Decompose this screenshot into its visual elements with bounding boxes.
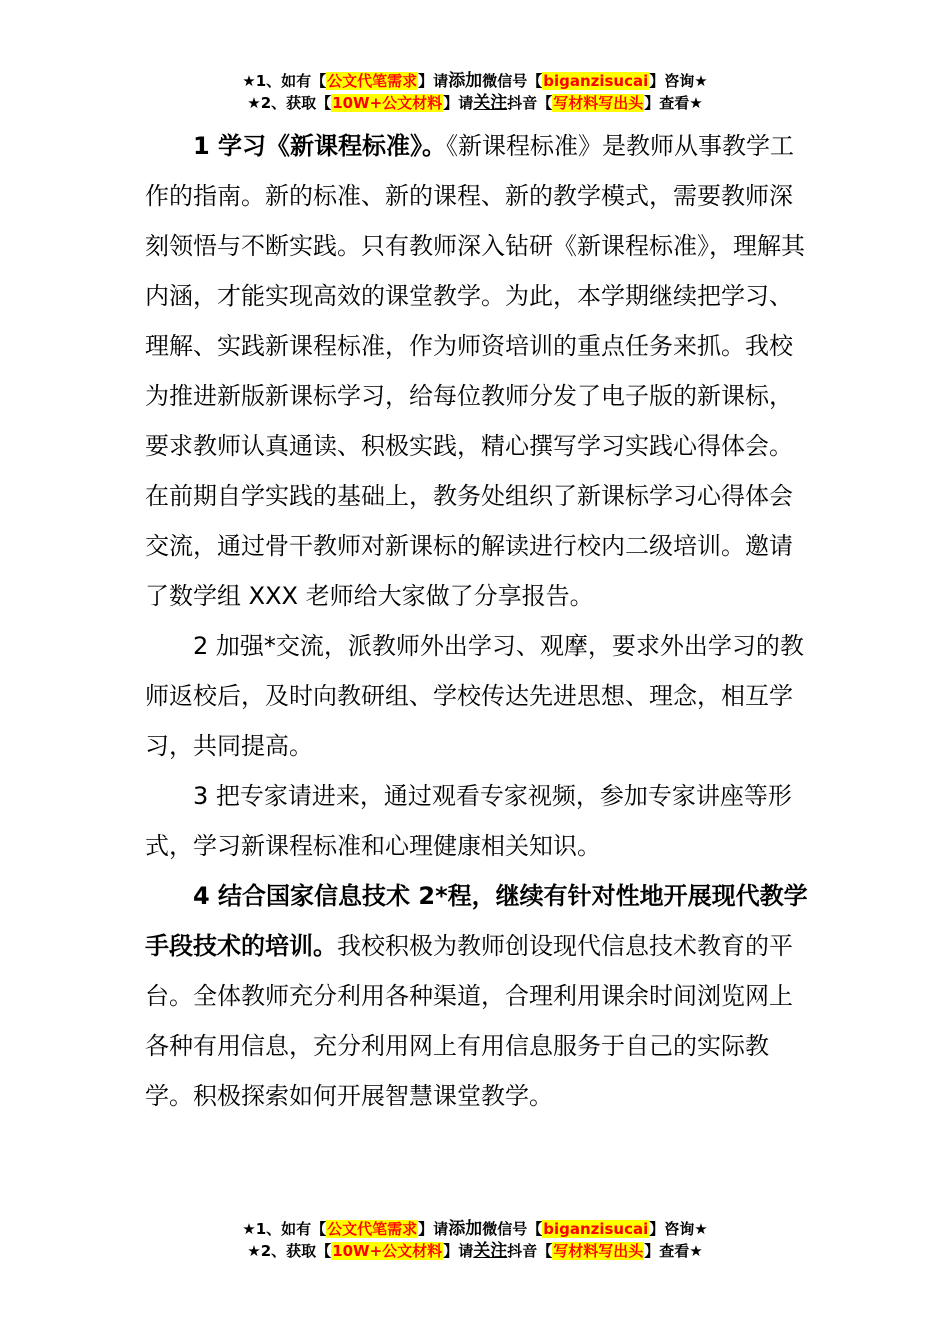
- paragraph-3: [145, 771, 810, 871]
- promo-text: 抖音【: [507, 94, 553, 112]
- promo-text: 】请: [418, 72, 449, 90]
- highlight-wechat-id: biganzisucai: [543, 1220, 649, 1238]
- promo-text: 】请: [443, 94, 474, 112]
- promo-emphasis: 添加: [448, 1219, 483, 1239]
- paragraph-text: 3 把专家请进来，通过观看专家视频，参加专家讲座等形式，学习新课程标准和心理健康相关知识。: [145, 782, 792, 860]
- document-body: [145, 121, 810, 1121]
- promo-line-2: [0, 1240, 950, 1262]
- promo-notice-bottom: [0, 1218, 950, 1262]
- paragraph-4: [145, 871, 810, 1121]
- promo-emphasis: 关注: [473, 93, 508, 113]
- promo-text: 】咨询★: [649, 72, 708, 90]
- promo-text: 微信号【: [482, 72, 543, 90]
- paragraph-text: 我校积极为教师创设现代信息技术教育的平台。全体教师充分利用各种渠道，合理利用课余时间浏览网上各种有用信息，充分利用网上有用信息服务于自己的实际教学。积极探索如何开展智慧课堂教学。: [145, 932, 793, 1110]
- promo-line-1: [0, 70, 950, 92]
- highlight-douyin-id: 写材料写出头: [553, 94, 644, 112]
- highlight-service: 公文代笔需求: [327, 72, 418, 90]
- promo-emphasis: 关注: [473, 1241, 508, 1261]
- paragraph-heading: 1 学习《新课程标准》。: [193, 132, 447, 160]
- promo-text: ★1、如有【: [242, 72, 327, 90]
- promo-text: 】请: [443, 1242, 474, 1260]
- promo-line-1: [0, 1218, 950, 1240]
- promo-text: 】查看★: [644, 94, 703, 112]
- promo-line-2: [0, 92, 950, 114]
- paragraph-heading: 4 结合国家信息技术 2*程，继续有针对性地开展现代教学手段技术的培训。: [145, 882, 808, 960]
- paragraph-2: [145, 621, 810, 771]
- paragraph-1: [145, 121, 810, 621]
- promo-text: 】查看★: [644, 1242, 703, 1260]
- highlight-douyin-id: 写材料写出头: [553, 1242, 644, 1260]
- promo-notice-top: [0, 70, 950, 114]
- promo-text: ★1、如有【: [242, 1220, 327, 1238]
- promo-text: 抖音【: [507, 1242, 553, 1260]
- promo-emphasis: 添加: [448, 71, 483, 91]
- promo-text: 】请: [418, 1220, 449, 1238]
- highlight-materials: 10W+公文材料: [332, 1242, 443, 1260]
- paragraph-text: 《新课程标准》是教师从事教学工作的指南。新的标准、新的课程、新的教学模式，需要教师深刻领悟与不断实践。只有教师深入钻研《新课程标准》，理解其内涵，才能实现高效的课堂教学。为此，本学期继续把学习、理解、实践新课程标准，作为师资培训的重点任务来抓。我校为推进新版新课标学习，给每位教师分发了电子版的新课标，要求教师认真通读、积极实践，精心撰写学习实践心得体会。在前期自学实践的基础上，教务处组织了新课标学习心得体会交流，通过骨干教师对新课标的解读进行校内二级培训。邀请了数学组 XXX 老师给大家做了分享报告。: [145, 132, 805, 610]
- highlight-service: 公文代笔需求: [327, 1220, 418, 1238]
- promo-text: ★2、获取【: [247, 94, 332, 112]
- highlight-wechat-id: biganzisucai: [543, 72, 649, 90]
- promo-text: 】咨询★: [649, 1220, 708, 1238]
- promo-text: 微信号【: [482, 1220, 543, 1238]
- paragraph-text: 2 加强*交流，派教师外出学习、观摩，要求外出学习的教师返校后，及时向教研组、学校传达先进思想、理念，相互学习，共同提高。: [145, 632, 804, 760]
- highlight-materials: 10W+公文材料: [332, 94, 443, 112]
- promo-text: ★2、获取【: [247, 1242, 332, 1260]
